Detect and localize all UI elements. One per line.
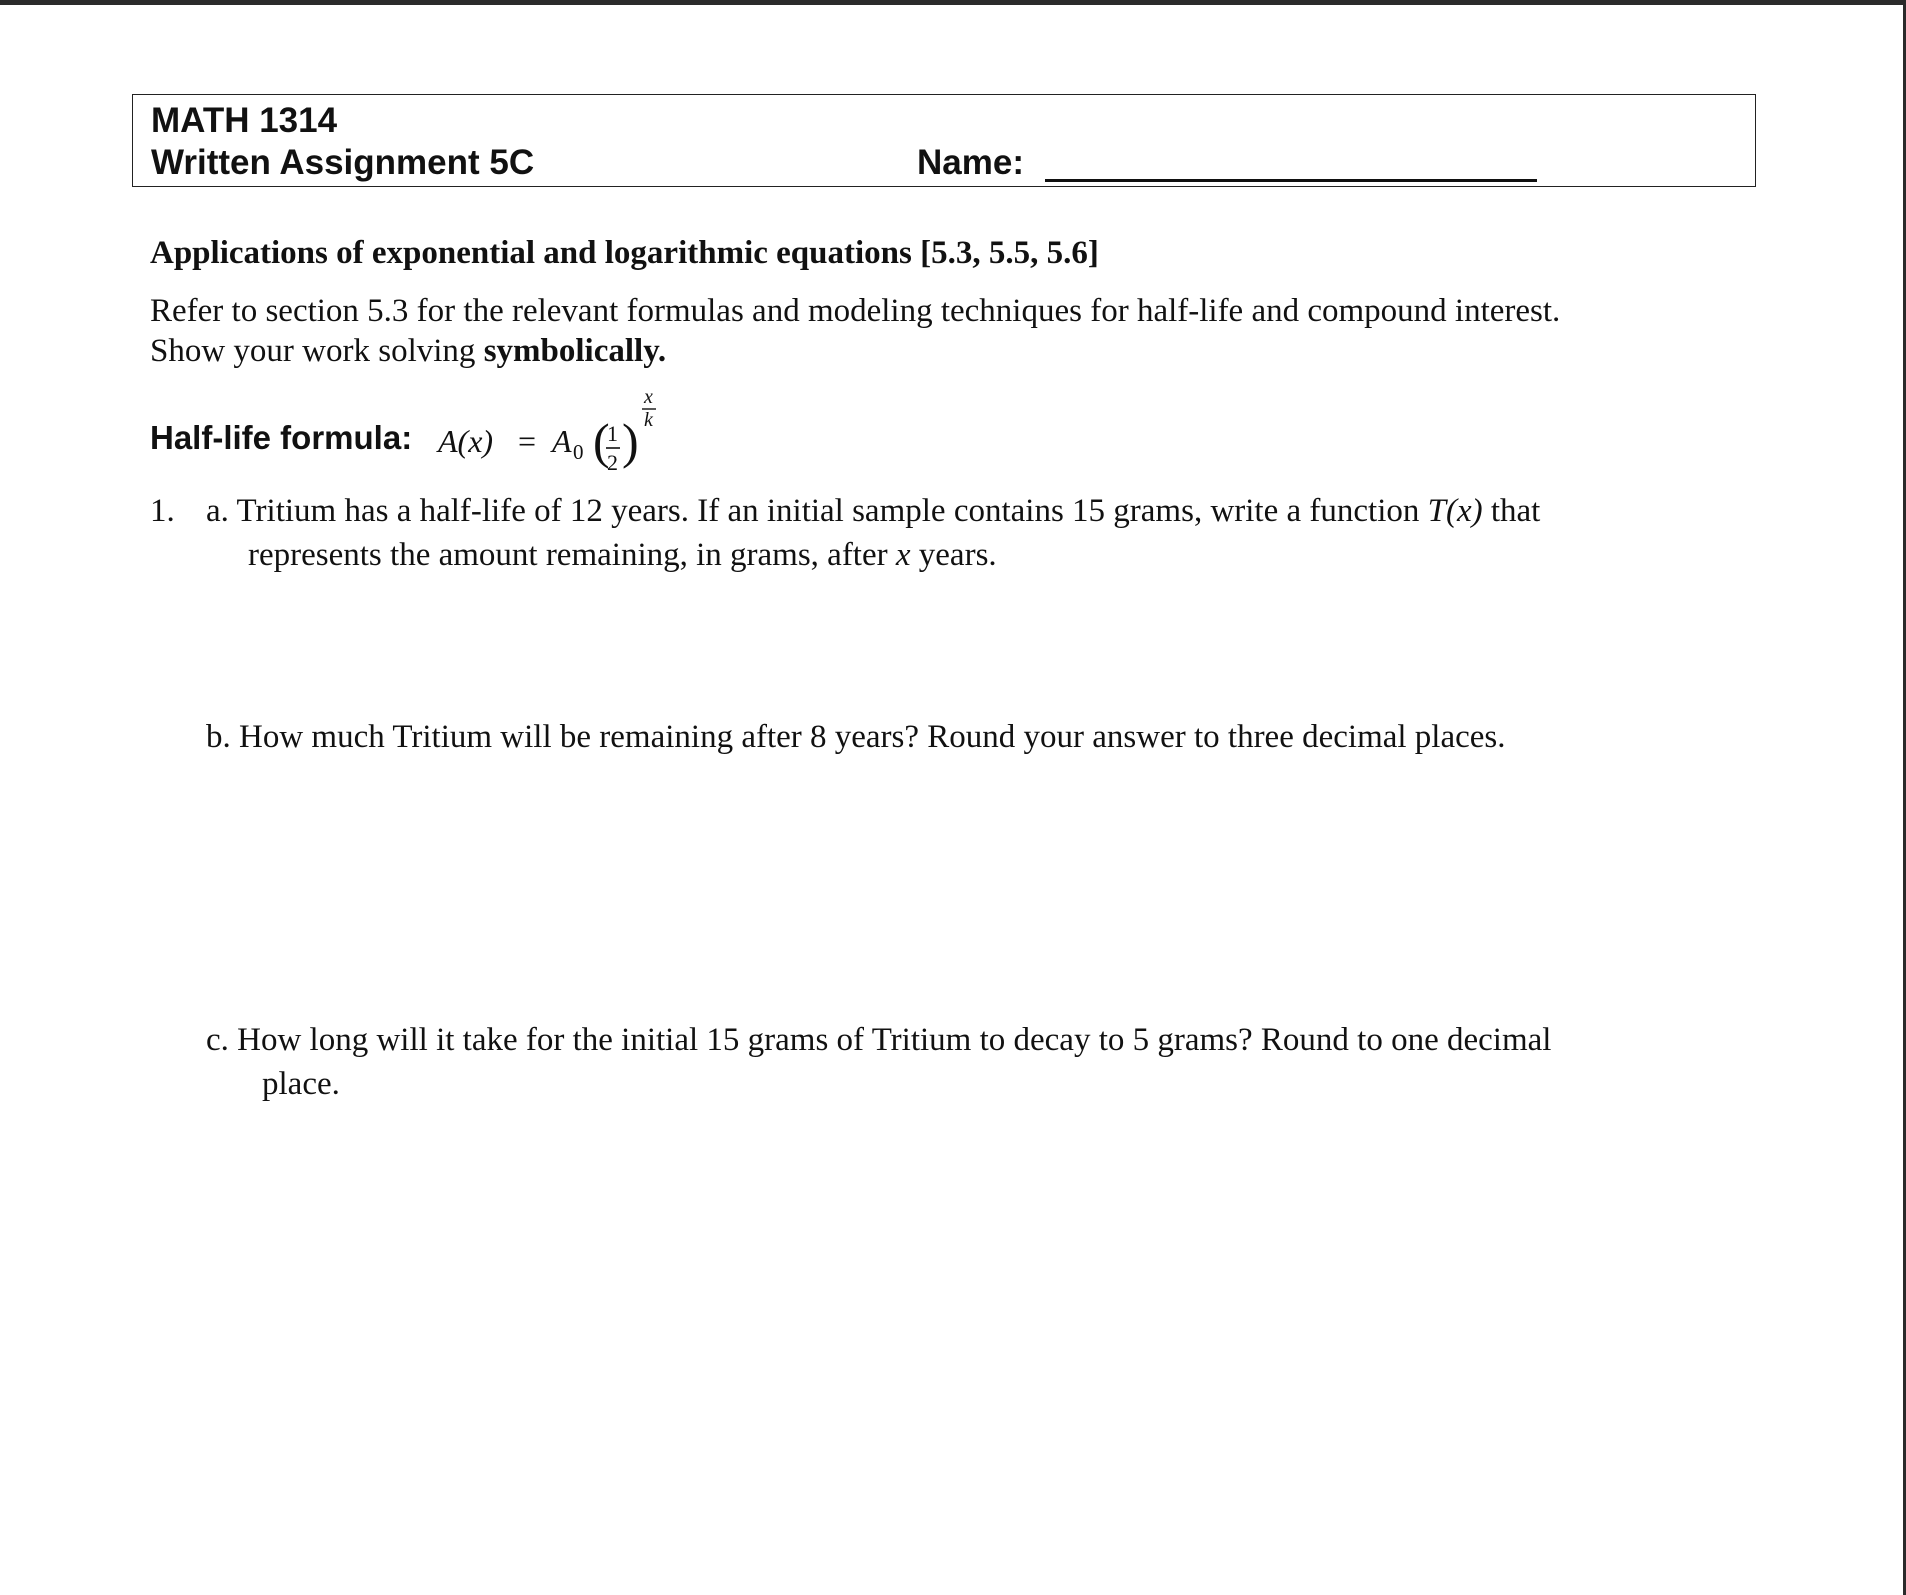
question-a-variable: x bbox=[895, 537, 911, 573]
question-a-line-1-suffix: that bbox=[1482, 493, 1541, 529]
intro-line-2 bbox=[150, 331, 1560, 371]
course-code: MATH 1314 bbox=[151, 101, 338, 140]
formula-right-paren: ) bbox=[622, 413, 639, 469]
question-a-line-2 bbox=[248, 533, 997, 577]
question-a-function-name: T(x) bbox=[1427, 493, 1483, 529]
intro-text bbox=[150, 291, 1560, 371]
formula-lhs: A(x) bbox=[438, 423, 494, 459]
half-life-formula bbox=[436, 386, 676, 478]
question-c-line-1: c. How long will it take for the initial 15 grams of Tritium to decay to 5 grams? Round to one decimal bbox=[206, 1022, 1552, 1058]
assignment-title: Written Assignment 5C bbox=[151, 143, 535, 182]
question-a-line-1 bbox=[206, 489, 1540, 533]
intro-line-1: Refer to section 5.3 for the relevant formulas and modeling techniques for half-life and compound interest. bbox=[150, 293, 1561, 329]
formula-frac-num: 1 bbox=[607, 421, 618, 446]
formula-exp-den: k bbox=[644, 409, 653, 431]
name-label: Name: bbox=[917, 143, 1024, 182]
formula-frac-den: 2 bbox=[607, 450, 618, 475]
question-a-line-1-prefix: a. Tritium has a half-life of 12 years. If an initial sample contains 15 grams, write a function bbox=[206, 493, 1428, 529]
intro-line-2-bold: symbolically. bbox=[483, 333, 667, 369]
question-a-line-2-suffix: years. bbox=[910, 537, 997, 573]
question-c-line-2: place. bbox=[262, 1066, 340, 1102]
formula-coef: A bbox=[552, 423, 572, 459]
question-number: 1. bbox=[150, 493, 175, 529]
formula-left-paren: ( bbox=[593, 413, 610, 469]
formula-coef-sub: 0 bbox=[573, 440, 584, 464]
question-a-line-2-prefix: represents the amount remaining, in grams, after bbox=[248, 537, 896, 573]
name-blank-line bbox=[1045, 179, 1537, 182]
section-title: Applications of exponential and logarithmic equations [5.3, 5.5, 5.6] bbox=[150, 235, 1099, 271]
page-top-border bbox=[0, 0, 1906, 5]
formula-exp-num: x bbox=[644, 386, 653, 408]
formula-label: Half-life formula: bbox=[150, 419, 413, 456]
header-box bbox=[132, 94, 1756, 187]
formula-equals: = bbox=[518, 423, 537, 459]
intro-line-2-prefix: Show your work solving bbox=[150, 333, 484, 369]
question-b: b. How much Tritium will be remaining after 8 years? Round your answer to three decimal places. bbox=[206, 719, 1506, 755]
